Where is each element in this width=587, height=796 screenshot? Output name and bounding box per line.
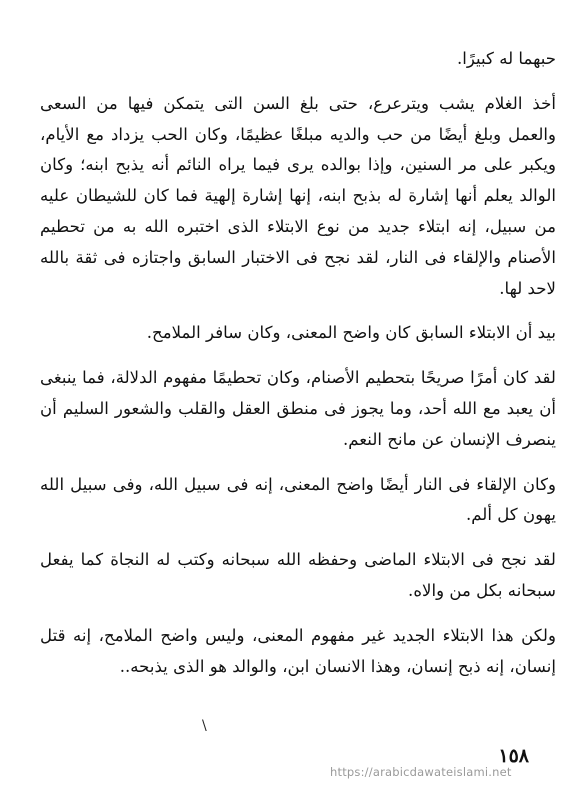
stray-pen-mark: \ <box>202 718 207 734</box>
paragraph: وكان الإلقاء فى النار أيضًا واضح المعنى، إنه فى سبيل الله، وفى سبيل الله يهون كل ألم. <box>40 474 556 525</box>
page-number: ١٥٨ <box>498 745 529 767</box>
paragraph: بيد أن الابتلاء السابق كان واضح المعنى، وكان سافر الملامح. <box>146 323 556 343</box>
paragraph: لقد كان أمرًا صريحًا بتحطيم الأصنام، وكان تحطيمًا مفهوم الدلالة، فما ينبغى أن يعبد مع الله أحد، وما يجوز فى منطق العقل والقلب والشعور السليم أن ينصرف الإنسان عن مانح النعم. <box>40 368 556 449</box>
paragraph: أخذ الغلام يشب ويترعرع، حتى بلغ السن التى يتمكن فيها من السعى والعمل وبلغ أيضًا من حب والديه مبلغًا عظيمًا، وكان الحب يزداد مع الأيام، ويكبر على مر السنين، وإذا بوالده يرى فيما يراه النائم أنه يذبح ابنه؛ وكان الوالد يعلم أنها إشارة له بذبح ابنه، إنها إشارة إلهية فما كان للشيطان عليه من سبيل، إنه ابتلاء جديد من نوع الابتلاء الذى اختبره الله به من تحطيم الأصنام والإلقاء فى النار، لقد نجح فى الاختبار السابق واجتازه فى ثقة بالله لاحد لها. <box>40 93 556 298</box>
paragraph: لقد نجح فى الابتلاء الماضى وحفظه الله سبحانه وكتب له النجاة كما يفعل سبحانه بكل من والاه. <box>40 550 556 600</box>
paragraph: ولكن هذا الابتلاء الجديد غير مفهوم المعنى، وليس واضح الملامح، إنه قتل إنسان، إنه ذبح إنسان، وهذا الانسان ابن، والوالد هو الذى يذبحه.. <box>40 625 556 676</box>
source-watermark: https://arabicdawateislami.net <box>330 765 512 779</box>
paragraph: حبهما له كبيرًا. <box>456 49 556 68</box>
body-text <box>40 44 556 682</box>
